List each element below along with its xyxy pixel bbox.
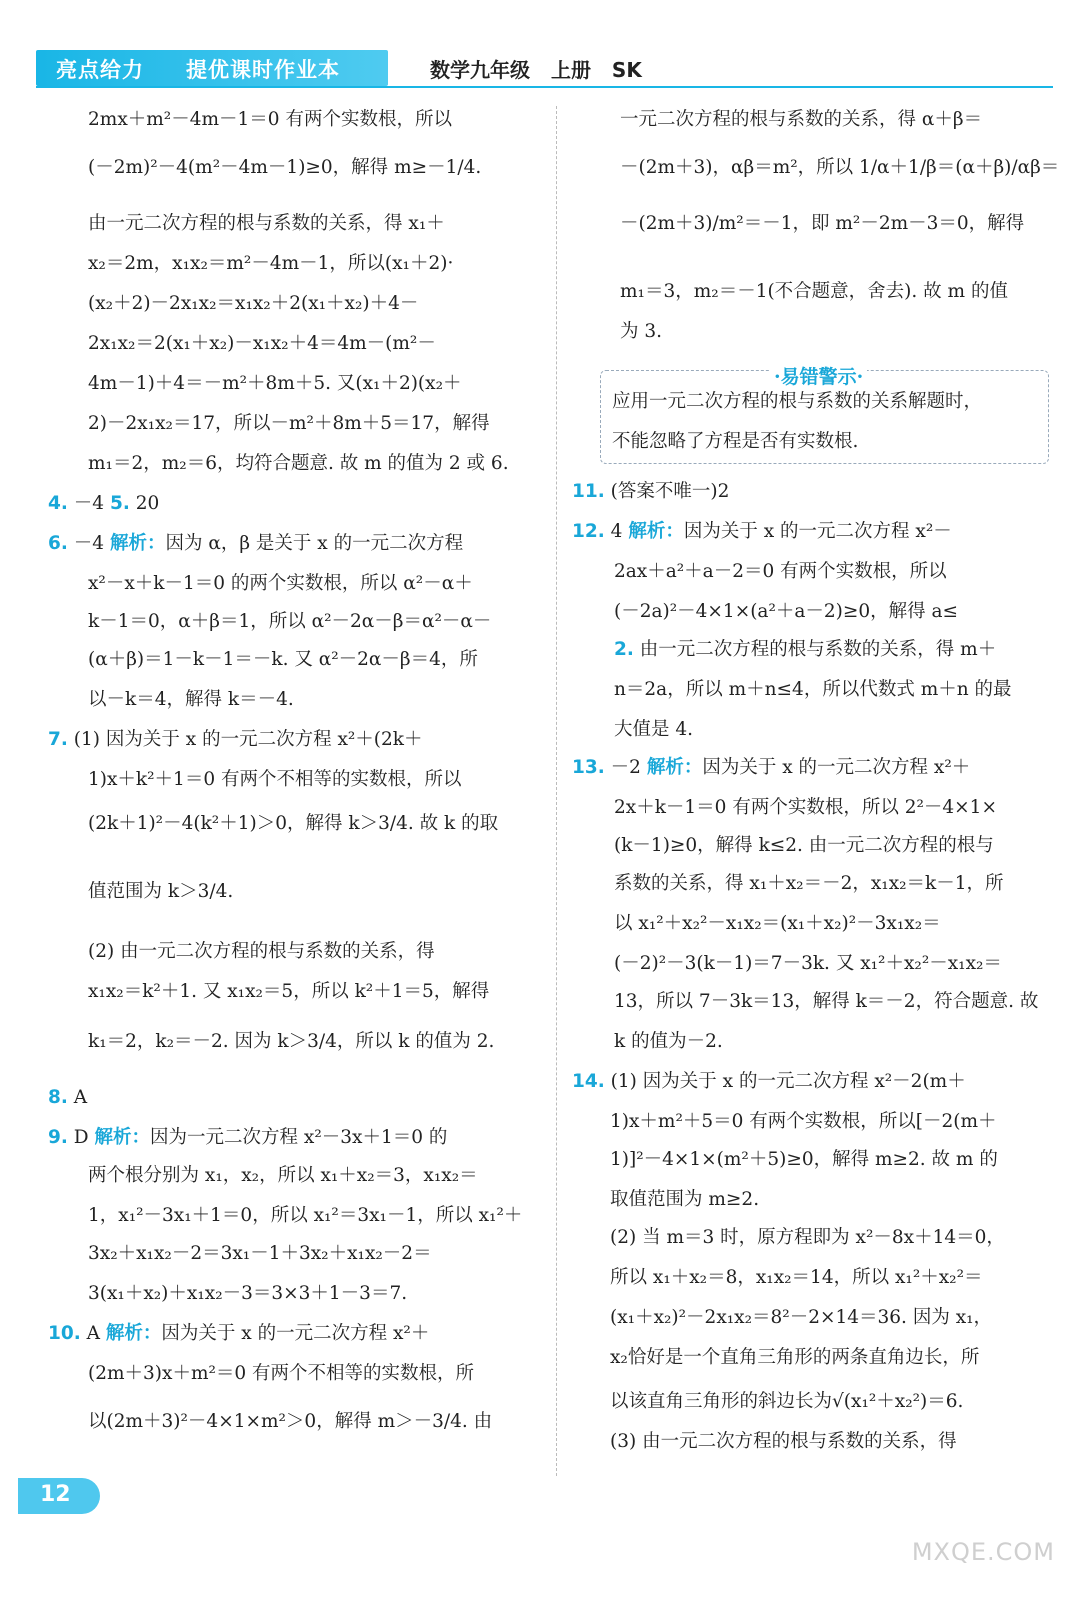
page-number-badge xyxy=(18,1478,100,1514)
right-answer-line: x₂恰好是一个直角三角形的两条直角边长，所 xyxy=(610,1347,980,1368)
right-answer-line: －(2m＋3)，αβ＝m²，所以 1/α＋1/β＝(α＋β)/αβ＝ xyxy=(620,157,1060,178)
left-answer-line: (2) 由一元二次方程的根与系数的关系，得 xyxy=(88,941,435,962)
left-answer-line: m₁＝2，m₂＝6，均符合题意. 故 m 的值为 2 或 6. xyxy=(88,453,509,474)
left-answer-line: (－2m)²－4(m²－4m－1)≥0，解得 m≥－1/4. xyxy=(88,157,482,178)
left-answer-line: 3(x₁＋x₂)＋x₁x₂－3＝3×3＋1－3＝7. xyxy=(88,1283,408,1304)
question-number: 5. xyxy=(109,493,130,514)
question-number: 4. xyxy=(48,493,68,514)
right-answer-line: (k－1)≥0，解得 k≤2. 由一元二次方程的根与 xyxy=(614,835,994,856)
right-answer-line xyxy=(572,520,952,544)
left-answer-line: x₂＝2m，x₁x₂＝m²－4m－1，所以(x₁＋2)· xyxy=(88,253,454,274)
right-answer-line: 大值是 4. xyxy=(614,719,694,740)
right-answer-line xyxy=(572,480,729,504)
question-number: 12. xyxy=(572,521,605,542)
analysis-tag: 解析： xyxy=(646,757,703,778)
left-answer-line xyxy=(48,492,159,516)
question-number: 7. xyxy=(48,729,68,750)
left-answer-line: 1，x₁²－3x₁＋1＝0，所以 x₁²＝3x₁－1，所以 x₁²＋ xyxy=(88,1205,523,1226)
left-answer-line: 值范围为 k＞3/4. xyxy=(88,881,234,902)
left-answer-line: x₁x₂＝k²＋1. 又 x₁x₂＝5，所以 k²＋1＝5，解得 xyxy=(88,981,490,1002)
left-answer-line: 以－k＝4，解得 k＝－4. xyxy=(88,689,294,710)
left-answer-line: k₁＝2，k₂＝－2. 因为 k＞3/4，所以 k 的值为 2. xyxy=(88,1031,495,1052)
line-text: 由一元二次方程的根与系数的关系，得 m＋ xyxy=(633,639,997,660)
left-answer-line: 2x₁x₂＝2(x₁＋x₂)－x₁x₂＋4＝4m－(m²－ xyxy=(88,333,436,354)
left-answer-line: k－1＝0，α＋β＝1，所以 α²－2α－β＝α²－α－ xyxy=(88,611,492,632)
right-answer-line: 2ax＋a²＋a－2＝0 有两个实数根，所以 xyxy=(614,561,947,582)
left-answer-line: (α＋β)＝1－k－1＝－k. 又 α²－2α－β＝4，所 xyxy=(88,649,478,670)
right-answer-line: (2) 当 m＝3 时，原方程即为 x²－8x＋14＝0， xyxy=(610,1227,1005,1248)
question-number: 11. xyxy=(572,481,605,502)
book-info: 数学九年级 上册 SK xyxy=(430,58,642,82)
left-answer-line: 两个根分别为 x₁，x₂，所以 x₁＋x₂＝3，x₁x₂＝ xyxy=(88,1165,478,1186)
right-answer-line: 2x＋k－1＝0 有两个实数根，所以 2²－4×1× xyxy=(614,797,997,818)
question-number: 13. xyxy=(572,757,605,778)
right-answer-line: n＝2a，所以 m＋n≤4，所以代数式 m＋n 的最 xyxy=(614,679,1012,700)
left-answer-line: x²－x＋k－1＝0 的两个实数根，所以 α²－α＋ xyxy=(88,573,473,594)
line-text: 因为一元二次方程 x²－3x＋1＝0 的 xyxy=(150,1127,448,1148)
left-answer-line xyxy=(48,532,463,556)
right-answer-line xyxy=(572,1070,966,1094)
line-text: －4 5. 20 xyxy=(67,493,160,514)
right-answer-line: (－2)²－3(k－1)＝7－3k. 又 x₁²＋x₂²－x₁x₂＝ xyxy=(614,953,1002,974)
analysis-tag: 解析： xyxy=(94,1127,151,1148)
right-answer-line: 为 3. xyxy=(620,321,663,342)
right-answer-line: 以该直角三角形的斜边长为√(x₁²＋x₂²)＝6. xyxy=(610,1391,964,1412)
left-answer-line: (2k＋1)²－4(k²＋1)＞0，解得 k＞3/4. 故 k 的取 xyxy=(88,813,499,834)
right-answer-line: (3) 由一元二次方程的根与系数的关系，得 xyxy=(610,1431,957,1452)
line-text: 因为关于 x 的一元二次方程 x²＋ xyxy=(702,757,971,778)
line-text: －2 xyxy=(604,757,647,778)
brand-banner xyxy=(36,50,388,86)
question-number: 8. xyxy=(48,1087,68,1108)
right-answer-line: 系数的关系，得 x₁＋x₂＝－2，x₁x₂＝k－1，所 xyxy=(614,873,1004,894)
left-answer-line: 2)－2x₁x₂＝17，所以－m²＋8m＋5＝17，解得 xyxy=(88,413,490,434)
right-answer-line: m₁＝3，m₂＝－1(不合题意，舍去). 故 m 的值 xyxy=(620,281,1008,302)
left-answer-line: 3x₂＋x₁x₂－2＝3x₁－1＋3x₂＋x₁x₂－2＝ xyxy=(88,1243,432,1264)
page-number: 12 xyxy=(40,1482,71,1507)
warning-title: ·易错警示· xyxy=(770,362,867,389)
header-rule xyxy=(36,86,1053,88)
left-answer-line: (x₂＋2)－2x₁x₂＝x₁x₂＋2(x₁＋x₂)＋4－ xyxy=(88,293,419,314)
left-answer-line xyxy=(48,1126,447,1150)
column-divider xyxy=(556,106,557,1476)
line-text: D xyxy=(67,1127,95,1148)
right-answer-line: (x₁＋x₂)²－2x₁x₂＝8²－2×14＝36. 因为 x₁， xyxy=(610,1307,993,1328)
left-answer-line: 1)x＋k²＋1＝0 有两个不相等的实数根，所以 xyxy=(88,769,462,790)
left-answer-line xyxy=(48,1322,429,1346)
left-answer-line: 以(2m＋3)²－4×1×m²＞0，解得 m＞－3/4. 由 xyxy=(88,1411,493,1432)
right-answer-line: (－2a)²－4×1×(a²＋a－2)≥0，解得 a≤ xyxy=(614,601,959,622)
question-number: 14. xyxy=(572,1071,605,1092)
line-text: A xyxy=(80,1323,106,1344)
question-number: 2. xyxy=(614,639,634,660)
question-number: 6. xyxy=(48,533,68,554)
right-answer-line: 取值范围为 m≥2. xyxy=(610,1189,760,1210)
watermark: MXQE.COM xyxy=(911,1538,1055,1566)
right-answer-line: 一元二次方程的根与系数的关系，得 α＋β＝ xyxy=(620,109,983,130)
left-answer-line: 4m－1)＋4＝－m²＋8m＋5. 又(x₁＋2)(x₂＋ xyxy=(88,373,462,394)
line-text: (1) 因为关于 x 的一元二次方程 x²－2(m＋ xyxy=(604,1071,966,1092)
right-answer-line xyxy=(572,756,970,780)
right-answer-line: 应用一元二次方程的根与系数的关系解题时， xyxy=(612,391,983,412)
question-number: 10. xyxy=(48,1323,81,1344)
line-text: (答案不唯一)2 xyxy=(604,481,730,502)
left-answer-line xyxy=(48,1086,87,1110)
right-answer-line: 1)]²－4×1×(m²＋5)≥0，解得 m≥2. 故 m 的 xyxy=(610,1149,998,1170)
left-answer-line xyxy=(48,728,423,752)
right-answer-line xyxy=(614,638,996,662)
analysis-tag: 解析： xyxy=(628,521,684,542)
line-text: A xyxy=(67,1087,88,1108)
line-text: 因为关于 x 的一元二次方程 x²＋ xyxy=(161,1323,430,1344)
analysis-tag: 解析： xyxy=(109,533,166,554)
left-answer-line: 2mx＋m²－4m－1＝0 有两个实数根，所以 xyxy=(88,109,452,130)
right-answer-line: －(2m＋3)/m²＝－1，即 m²－2m－3＝0，解得 xyxy=(620,213,1025,234)
right-answer-line: 所以 x₁＋x₂＝8，x₁x₂＝14，所以 x₁²＋x₂²＝ xyxy=(610,1267,983,1288)
line-text: 4 xyxy=(604,521,629,542)
right-answer-line: 不能忽略了方程是否有实数根. xyxy=(612,431,859,452)
right-answer-line: k 的值为－2. xyxy=(614,1031,723,1052)
line-text: －4 xyxy=(67,533,110,554)
question-number: 9. xyxy=(48,1127,68,1148)
right-answer-line: 13，所以 7－3k＝13，解得 k＝－2，符合题意. 故 xyxy=(614,991,1039,1012)
brand-subtitle: 提优课时作业本 xyxy=(186,58,340,82)
right-answer-line: 1)x＋m²＋5＝0 有两个实数根，所以[－2(m＋ xyxy=(610,1111,997,1132)
page-header xyxy=(0,46,1089,90)
line-text: 因为 α，β 是关于 x 的一元二次方程 xyxy=(165,533,464,554)
left-answer-line: (2m＋3)x＋m²＝0 有两个不相等的实数根，所 xyxy=(88,1363,475,1384)
left-answer-line: 由一元二次方程的根与系数的关系，得 x₁＋ xyxy=(88,213,445,234)
line-text: (1) 因为关于 x 的一元二次方程 x²＋(2k＋ xyxy=(67,729,423,750)
line-text: 因为关于 x 的一元二次方程 x²－ xyxy=(683,521,952,542)
analysis-tag: 解析： xyxy=(105,1323,162,1344)
right-answer-line: 以 x₁²＋x₂²－x₁x₂＝(x₁＋x₂)²－3x₁x₂＝ xyxy=(614,913,941,934)
brand-title: 亮点给力 xyxy=(56,58,144,82)
